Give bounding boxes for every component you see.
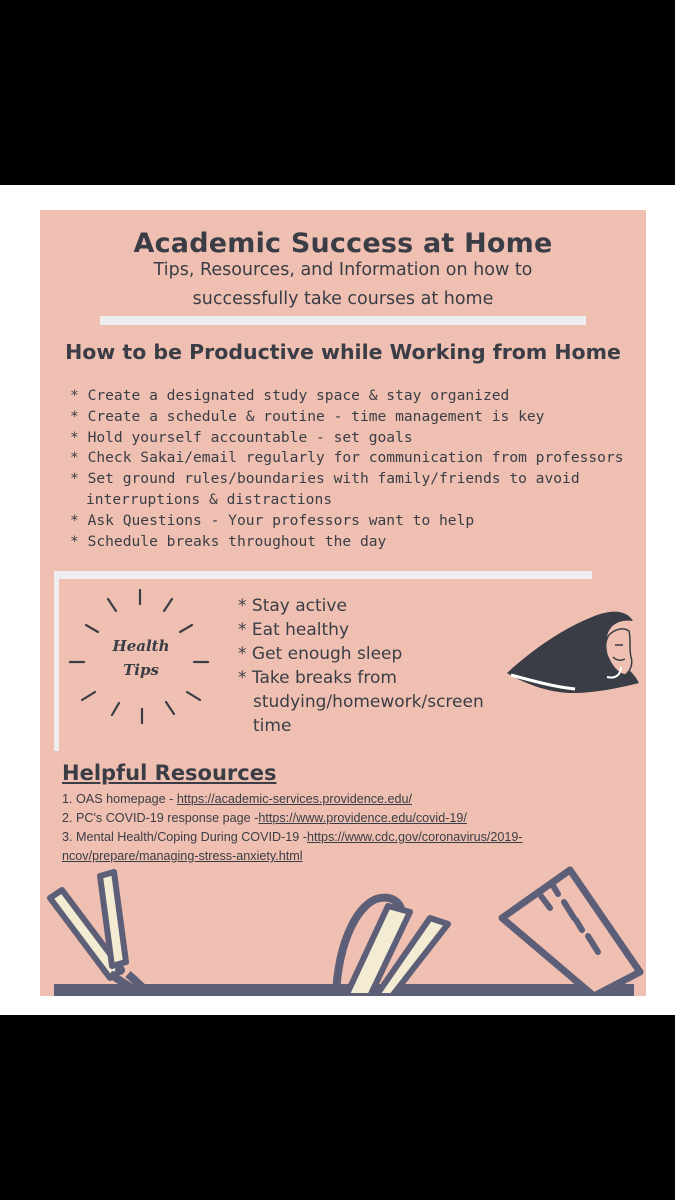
resource-link[interactable]: https://www.cdc.gov/coronavirus/2019-ncov/prepare/managing-stress-anxiety.html — [62, 830, 523, 863]
health-box-top-border — [54, 571, 592, 579]
poster-title: Academic Success at Home — [133, 228, 553, 259]
list-item: * Eat healthy — [238, 618, 498, 642]
health-box-left-border — [54, 571, 59, 751]
friar-mascot-icon — [503, 605, 643, 705]
resource-link[interactable]: https://www.providence.edu/covid-19/ — [258, 811, 467, 825]
resources-list — [62, 790, 632, 866]
list-item: * Get enough sleep — [238, 642, 498, 666]
resource-label: 3. Mental Health/Coping During COVID-19 - — [62, 830, 307, 844]
health-label-line-2: Tips — [123, 661, 159, 679]
resource-link[interactable]: https://academic-services.providence.edu/ — [176, 792, 413, 806]
school-supplies-illustration — [40, 862, 646, 996]
list-item: * Ask Questions - Your professors want to help — [70, 511, 640, 532]
resources-heading: Helpful Resources — [62, 761, 277, 785]
health-tips-label — [82, 634, 200, 682]
subtitle-line-1: Tips, Resources, and Information on how to — [153, 260, 533, 280]
resource-label: 2. PC's COVID-19 response page - — [62, 811, 259, 825]
subtitle-line-2: successfully take courses at home — [192, 289, 494, 309]
list-item — [62, 809, 632, 828]
infographic-poster — [40, 210, 646, 996]
title-divider — [100, 316, 586, 325]
list-item: * Take breaks from studying/homework/screen time — [238, 666, 498, 738]
list-item: * Schedule breaks throughout the day — [70, 532, 640, 553]
ruler-icon — [502, 870, 640, 996]
stapler-icon — [336, 898, 448, 996]
list-item: * Create a schedule & routine - time management is key — [70, 407, 640, 428]
list-item: * Set ground rules/boundaries with family/friends to avoid interruptions & distractions — [70, 469, 640, 511]
health-label-line-1: Health — [112, 637, 170, 655]
productive-tips-list — [70, 386, 640, 552]
scissors-icon — [50, 872, 152, 996]
list-item: * Stay active — [238, 594, 498, 618]
poster-subtitle — [100, 256, 586, 314]
resource-label: 1. OAS homepage - — [62, 792, 177, 806]
list-item — [62, 828, 632, 866]
health-tips-list — [238, 594, 498, 738]
list-item: * Check Sakai/email regularly for communication from professors — [70, 448, 640, 469]
productive-heading: How to be Productive while Working from Home — [65, 340, 621, 364]
list-item: * Create a designated study space & stay organized — [70, 386, 640, 407]
list-item — [62, 790, 632, 809]
list-item: * Hold yourself accountable - set goals — [70, 428, 640, 449]
